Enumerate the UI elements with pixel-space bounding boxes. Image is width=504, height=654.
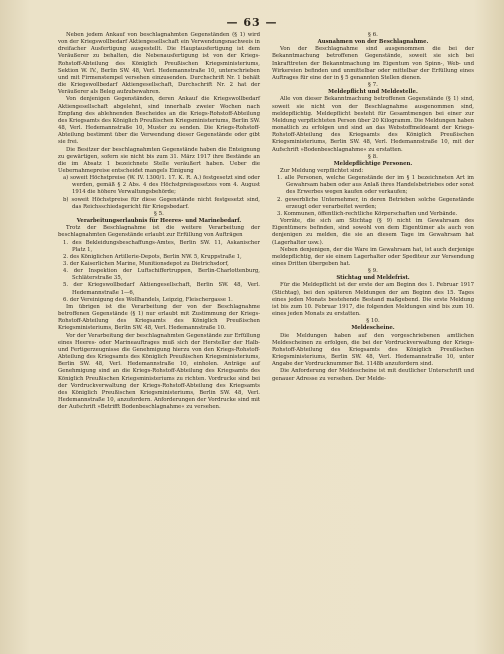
section-heading: Meldepflicht und Meldestelle. <box>328 89 418 96</box>
paragraph: Vorräte, die sich am Stichtag (§ 9) nicht im Gewahrsam des Eigentümers befinden, sind sowohl von dem Eigentümer als auch von denjenigen zu melden, die sie an diesem Tage im Gewahrsam hat (Lagerhalter usw.). <box>272 218 474 246</box>
paragraph: Im übrigen ist die Verarbeitung der von der Beschlagnahme betroffenen Gegenstände (§ 1) nur erlaubt mit Zustimmung der Kriegs-Rohstoff-Abteilung des Kriegsamts des Königlich Preußischen Kriegsministeriums, Berlin SW. 48, Verl. Hedemannstraße 10. <box>58 303 260 332</box>
paragraph: Die Meldungen haben auf den vorgeschriebenen amtlichen Meldescheinen zu erfolgen, die bei der Vordruckverwaltung der Kriegs-Rohstoff-Abteilung des Kriegsamts des Königlich Preußischen Kriegsministeriums, Berlin SW. 48, Verl. Hedemannstraße 10, unter Angabe der Vordrucknummer Bst. 1148b anzufordern sind. <box>272 332 474 368</box>
list-item: 2. gewerbliche Unternehmer, in deren Betrieben solche Gegenstände erzeugt oder verarbeitet werden; <box>277 196 474 210</box>
section-number: § 6. <box>368 32 378 38</box>
list-item: 5. der Kriegswollbedarf Aktiengesellschaft, Berlin SW. 48, Verl. Hedemannstraße 1—6, <box>63 282 260 296</box>
list-item: 3. der Kaiserlichen Marine, Munitionsdepot zu Dietrichsdorf, <box>63 261 229 267</box>
paragraph: Für die Meldepflicht ist der erste der am Beginn des 1. Februar 1917 (Stichtag), bei den späteren Meldungen der am Beginn des 15. Tages eines jeden Monats bestehende Bestand maßgebend. Die erste Meldung ist bis zum 10. Februar 1917, die folgenden Meldungen sind bis zum 10. eines jeden Monats zu erstatten. <box>272 282 474 318</box>
paragraph: Die Besitzer der beschlagnahmten Gegenstände haben die Enteignung zu gewärtigen, sofern sie nicht bis zum 31. März 1917 ihre Bestände an die im Absatz 1 bezeichnete Stelle veräußert haben. Ueber die Uebernahmepreise entscheidet mangels Einigung <box>58 146 260 174</box>
paragraph: Zur Meldung verpflichtet sind: <box>280 167 364 174</box>
paragraph: Alle von dieser Bekanntmachung betroffenen Gegenstände (§ 1) sind, soweit sie nicht von der Beschlagnahme ausgenommen sind, meldepflichtig. Meldepflicht besteht für Gesamtmengen bei einer zur Meldung verpflichteten Person über 20 Kilogramm. Die Meldungen haben monatlich zu erfolgen und sind an das Webstoffmeldeamt der Kriegs-Rohstoff-Abteilung des Kriegsamts des Königlich Preußischen Kriegsministeriums, Berlin SW. 48, Verl. Hedemannstraße 10, mit der Aufschrift »Bodenbeschlagnahme« zu erstatten. <box>272 96 474 153</box>
paragraph: Die Anforderung der Meldescheine ist mit deutlicher Unterschrift und genauer Adresse zu versehen. Der Melde- <box>272 368 474 382</box>
page-number: — 63 — <box>226 16 278 29</box>
list-item: 4. der Inspektion der Luftschiffertruppen, Berlin-Charlottenburg, Schläterstraße 35, <box>63 268 260 282</box>
paragraph: Von der Beschlagnahme sind ausgenommen die bei der Bekanntmachung betroffenen Gegenstände, soweit sie sich bei Inkrafttreten der Bekanntmachung im Eigentum von Spinn-, Web- und Wirkereien befinden und unmittelbar oder mittelbar der Erfüllung eines Auftrages für eine der in § 5 genannten Stellen dienen. <box>272 46 474 81</box>
section-number: § 9. <box>368 268 378 275</box>
paragraph: Vor der Verarbeitung der beschlagnahmten Gegenstände zur Erfüllung eines Heeres- oder Marineauftrages muß sich der Hersteller der Halb- und Fertigerzeugnisse die Genehmigung hierzu von den Kriegs-Rohstoff-Abteilung des Kriegsamts des Königlich Preußischen Kriegsministeriums, Berlin SW. 48, Verl. Hedemannstraße 10, einholen. Anträge auf Genehmigung sind an die Kriegs-Rohstoff-Abteilung des Kriegsamts des Königlich Preußischen Kriegsministeriums zu richten. Vordrucke sind bei der Vordruckverwaltung der Kriegs-Rohstoff-Abteilung des Kriegsamts des Königlich Preußischen Kriegsministeriums, Berlin SW. 48, Verl. Hedemannstraße 10, anzufordern. Anforderungen der Vordrucke sind mit der Aufschrift »Betrifft Bodenbeschlagnahme« zu versehen. <box>58 332 260 411</box>
paragraph: Trotz der Beschlagnahme ist die weitere Verarbeitung der beschlagnahmten Gegenstände erlaubt zur Erfüllung von Aufträgen <box>58 225 260 239</box>
section-heading: Meldepflichtige Personen. <box>333 160 413 167</box>
section-heading: Stichtag und Meldefrist. <box>336 275 410 282</box>
list-item: 1. alle Personen, welche Gegenstände der im § 1 bezeichneten Art im Gewahrsam haben oder aus Anlaß ihres Handelsbetriebes oder sonst des Erwerbes wegen kaufen oder verkaufen; <box>277 175 474 196</box>
section-number: § 10. <box>366 318 380 325</box>
list-item: 1. des Bekleidungsbeschaffungs-Amtes, Berlin SW. 11, Askanischer Platz 1, <box>63 239 260 253</box>
left-column <box>58 32 260 411</box>
paragraph: Von denjenigen Gegenständen, deren Ankauf die Kriegswollbedarf Aktiengesellschaft abgelehnt, sind innerhalb zweier Wochen nach Empfang des ablehnenden Bescheides an die Kriegs-Rohstoff-Abteilung des Kriegsamts des Königlich Preußischen Kriegsministeriums, Berlin SW. 48, Verl. Hedemannstraße 10, Muster zu senden. Die Kriegs-Rohstoff-Abteilung bestimmt über die Verwendung dieser Gegenstände oder gibt sie frei. <box>58 96 260 146</box>
list-item: b) soweit Höchstpreise für diese Gegenstände nicht festgesetzt sind, das Reichsschiedsgericht für Kriegsbedarf. <box>63 196 260 210</box>
list-item: a) soweit Höchstpreise (W. IV. 1300/1. 17. K. R. A.) festgesetzt sind oder werden, gemäß § 2 Abs. 4 des Höchstpreisgesetzes vom 4. August 1914 die höhere Verwaltungsbehörde; <box>63 175 260 196</box>
section-number: § 5. <box>154 210 164 217</box>
section-heading: Meldescheine. <box>351 325 395 332</box>
list-item: 2. des Königlichen Artillerie-Depots, Berlin NW. 5, Kruppstraße 1, <box>63 253 242 260</box>
list-item: 3. Kommunen, öffentlich-rechtliche Körperschaften und Verbände. <box>277 210 458 217</box>
list-item: 6. der Vereinigung des Wollhandels, Leipzig, Fleischergasse 1. <box>63 296 233 303</box>
paragraph: Neben jedem Ankauf von beschlagnahmten Gegenständen (§ 1) wird von der Kriegswollbedarf Aktiengesellschaft ein Verwendungsnachweis in dreifacher Ausfertigung ausgestellt. Die Hauptausfertigung ist dem Veräußerer zu behalten, die Nebenausfertigung ist von der Kriegs-Rohstoff-Abteilung des Königlich Preußischen Kriegsministeriums, Sektion W. IV., Berlin SW. 48, Verl. Hedemannstraße 10, unterschrieben und mit Firmenstempel versehen einzusenden. Durchschrift Nr. 1 behält die Kriegswollbedarf Aktiengesellschaft, Durchschrift Nr. 2 hat der Veräußerer als Beleg aufzubewahren. <box>58 32 260 96</box>
section-heading: Ausnahmen von der Beschlagnahme. <box>317 39 429 46</box>
section-number: § 7. <box>368 82 378 89</box>
right-column <box>272 32 474 383</box>
paragraph: Neben denjenigen, der die Ware im Gewahrsam hat, ist auch derjenige meldepflichtig, der sie einem Lagerhalter oder Spediteur zur Versendung eines Dritten übergeben hat. <box>272 246 474 267</box>
section-heading: Verarbeitungserlaubnis für Heeres- und Marinebedarf. <box>76 218 242 225</box>
section-number: § 8. <box>368 153 378 160</box>
